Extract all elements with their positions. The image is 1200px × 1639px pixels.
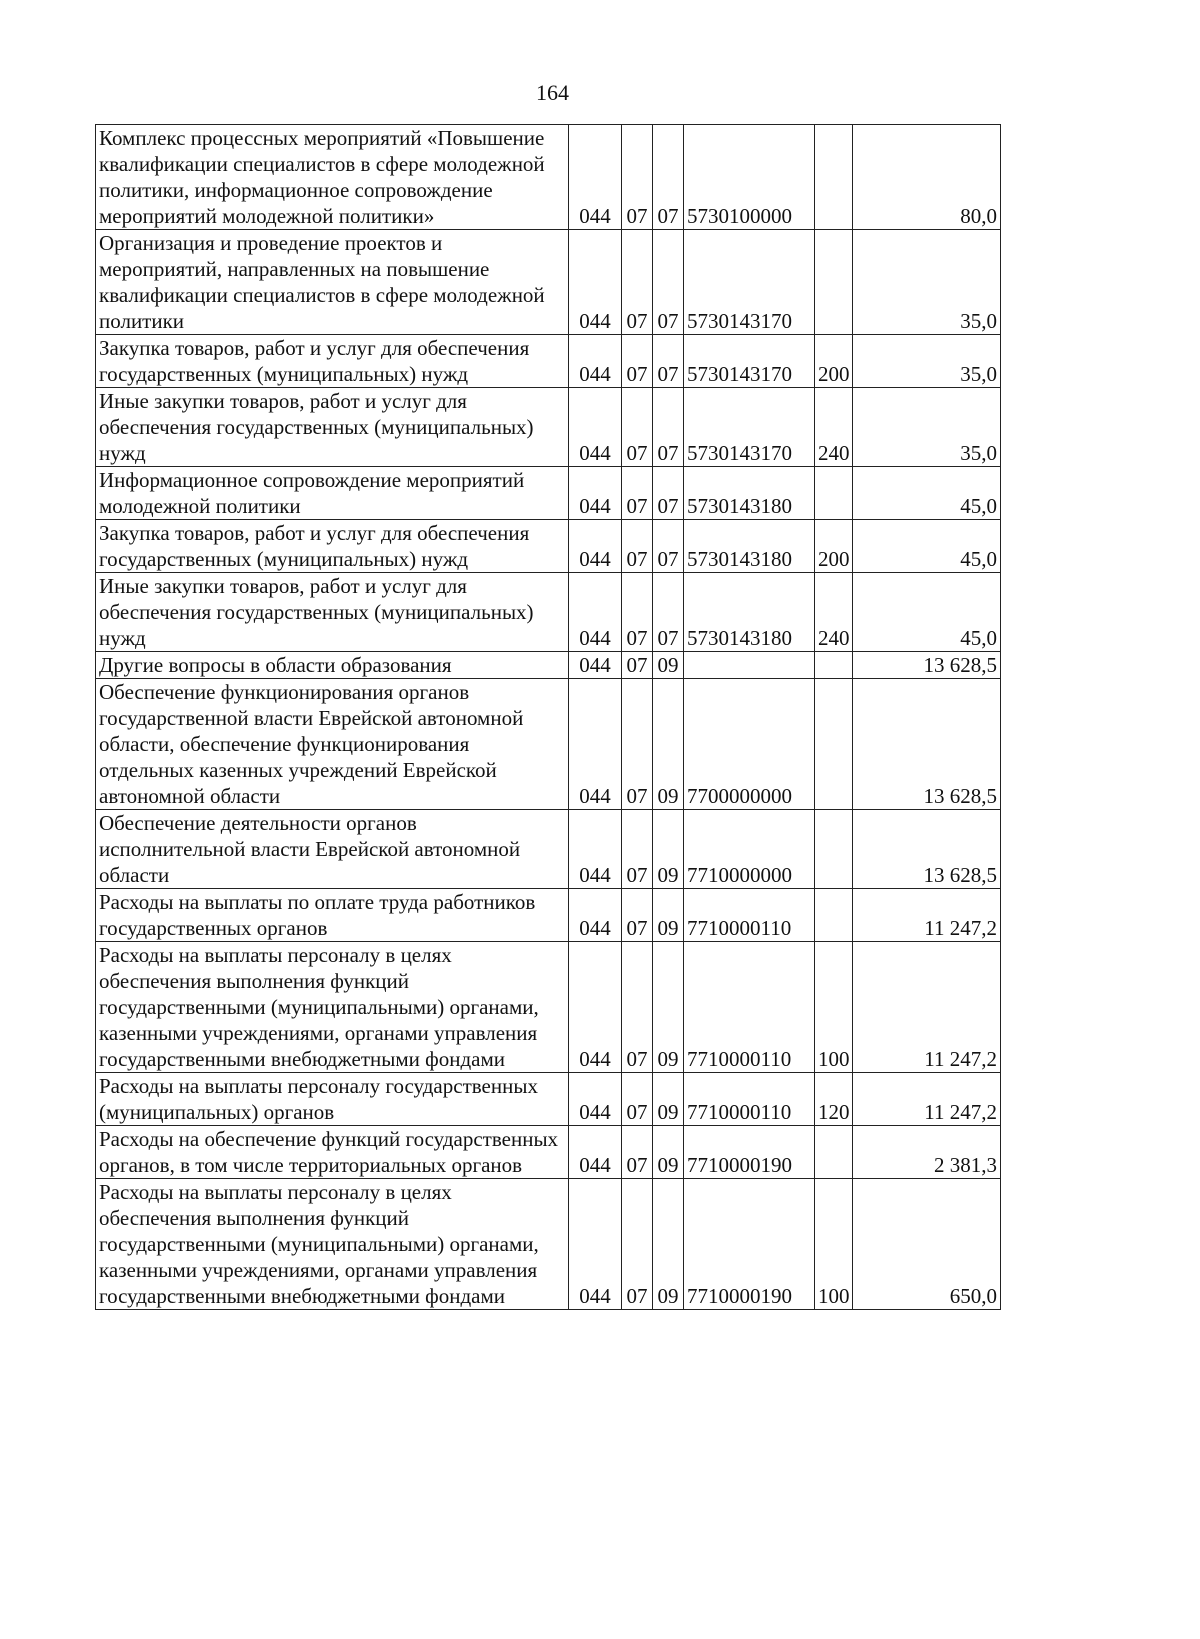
row-ved-code: 044 (569, 230, 622, 335)
row-name: Информационное сопровождение мероприятий молодежной политики (96, 467, 569, 520)
row-name: Иные закупки товаров, работ и услуг для обеспечения государственных (муниципальных) нужд (96, 388, 569, 467)
row-section-code: 07 (622, 889, 653, 942)
row-ved-code: 044 (569, 810, 622, 889)
row-name: Обеспечение функционирования органов государственной власти Еврейской автономной области, обеспечение функционирования отдельных казенных учреждений Еврейской автономной области (96, 679, 569, 810)
row-target-article: 5730143180 (684, 467, 815, 520)
row-expense-type (815, 889, 853, 942)
row-target-article: 7710000110 (684, 889, 815, 942)
row-section-code: 07 (622, 388, 653, 467)
table-row (96, 810, 1001, 889)
row-section-code: 07 (622, 467, 653, 520)
row-sum: 45,0 (853, 520, 1001, 573)
table-row (96, 1179, 1001, 1310)
row-section-code: 07 (622, 573, 653, 652)
row-subsection-code: 09 (653, 1126, 684, 1179)
row-target-article: 7710000190 (684, 1179, 815, 1310)
row-subsection-code: 07 (653, 573, 684, 652)
row-ved-code: 044 (569, 1126, 622, 1179)
row-section-code: 07 (622, 1073, 653, 1126)
table-row (96, 335, 1001, 388)
row-name: Другие вопросы в области образования (96, 652, 569, 679)
row-sum: 11 247,2 (853, 942, 1001, 1073)
row-target-article: 7710000110 (684, 942, 815, 1073)
row-name: Комплекс процессных мероприятий «Повышение квалификации специалистов в сфере молодежной политики, информационное сопровождение мероприятий молодежной политики» (96, 125, 569, 230)
table-row (96, 652, 1001, 679)
row-expense-type (815, 1126, 853, 1179)
row-name: Иные закупки товаров, работ и услуг для обеспечения государственных (муниципальных) нужд (96, 573, 569, 652)
row-name: Расходы на выплаты персоналу в целях обеспечения выполнения функций государственными (муниципальными) органами, казенными учреждениями, органами управления государственными внебюджетными фондами (96, 942, 569, 1073)
row-target-article: 7710000110 (684, 1073, 815, 1126)
row-name: Обеспечение деятельности органов исполнительной власти Еврейской автономной области (96, 810, 569, 889)
row-subsection-code: 07 (653, 520, 684, 573)
row-name: Расходы на выплаты персоналу в целях обеспечения выполнения функций государственными (муниципальными) органами, казенными учреждениями, органами управления государственными внебюджетными фондами (96, 1179, 569, 1310)
row-ved-code: 044 (569, 125, 622, 230)
row-expense-type: 120 (815, 1073, 853, 1126)
row-target-article: 7710000000 (684, 810, 815, 889)
row-section-code: 07 (622, 942, 653, 1073)
row-section-code: 07 (622, 230, 653, 335)
row-expense-type (815, 467, 853, 520)
row-subsection-code: 07 (653, 230, 684, 335)
row-expense-type: 240 (815, 388, 853, 467)
row-sum: 80,0 (853, 125, 1001, 230)
row-expense-type: 240 (815, 573, 853, 652)
row-expense-type (815, 125, 853, 230)
row-expense-type (815, 230, 853, 335)
row-sum: 35,0 (853, 230, 1001, 335)
row-expense-type (815, 679, 853, 810)
row-subsection-code: 07 (653, 125, 684, 230)
row-ved-code: 044 (569, 520, 622, 573)
row-expense-type: 100 (815, 942, 853, 1073)
row-target-article: 5730143170 (684, 388, 815, 467)
row-subsection-code: 09 (653, 810, 684, 889)
row-section-code: 07 (622, 335, 653, 388)
table-row (96, 230, 1001, 335)
row-name: Закупка товаров, работ и услуг для обеспечения государственных (муниципальных) нужд (96, 520, 569, 573)
table-row (96, 388, 1001, 467)
row-sum: 650,0 (853, 1179, 1001, 1310)
row-subsection-code: 09 (653, 889, 684, 942)
row-ved-code: 044 (569, 652, 622, 679)
table-row (96, 889, 1001, 942)
row-section-code: 07 (622, 679, 653, 810)
row-target-article: 5730100000 (684, 125, 815, 230)
row-sum: 2 381,3 (853, 1126, 1001, 1179)
table-row (96, 125, 1001, 230)
row-name: Организация и проведение проектов и мероприятий, направленных на повышение квалификации специалистов в сфере молодежной политики (96, 230, 569, 335)
row-ved-code: 044 (569, 1073, 622, 1126)
row-subsection-code: 09 (653, 679, 684, 810)
row-sum: 13 628,5 (853, 810, 1001, 889)
row-ved-code: 044 (569, 679, 622, 810)
row-sum: 13 628,5 (853, 679, 1001, 810)
row-name: Расходы на выплаты по оплате труда работников государственных органов (96, 889, 569, 942)
table-body (96, 125, 1001, 1310)
row-sum: 13 628,5 (853, 652, 1001, 679)
row-target-article: 5730143170 (684, 230, 815, 335)
row-name: Расходы на обеспечение функций государственных органов, в том числе территориальных органов (96, 1126, 569, 1179)
budget-table (95, 124, 1001, 1310)
row-ved-code: 044 (569, 388, 622, 467)
row-target-article: 7700000000 (684, 679, 815, 810)
row-sum: 45,0 (853, 467, 1001, 520)
row-subsection-code: 09 (653, 1073, 684, 1126)
row-sum: 35,0 (853, 335, 1001, 388)
row-section-code: 07 (622, 1179, 653, 1310)
page-number: 164 (536, 80, 569, 105)
row-ved-code: 044 (569, 335, 622, 388)
row-ved-code: 044 (569, 467, 622, 520)
row-sum: 11 247,2 (853, 889, 1001, 942)
row-section-code: 07 (622, 125, 653, 230)
row-subsection-code: 09 (653, 942, 684, 1073)
row-sum: 45,0 (853, 573, 1001, 652)
row-target-article (684, 652, 815, 679)
table-row (96, 467, 1001, 520)
row-section-code: 07 (622, 810, 653, 889)
row-expense-type: 200 (815, 520, 853, 573)
row-target-article: 5730143170 (684, 335, 815, 388)
row-name: Закупка товаров, работ и услуг для обеспечения государственных (муниципальных) нужд (96, 335, 569, 388)
row-subsection-code: 07 (653, 467, 684, 520)
row-expense-type: 100 (815, 1179, 853, 1310)
row-sum: 35,0 (853, 388, 1001, 467)
row-target-article: 7710000190 (684, 1126, 815, 1179)
row-sum: 11 247,2 (853, 1073, 1001, 1126)
row-name: Расходы на выплаты персоналу государственных (муниципальных) органов (96, 1073, 569, 1126)
table-row (96, 520, 1001, 573)
table-row (96, 1073, 1001, 1126)
row-ved-code: 044 (569, 889, 622, 942)
row-target-article: 5730143180 (684, 573, 815, 652)
table-row (96, 942, 1001, 1073)
table-row (96, 679, 1001, 810)
table-row (96, 573, 1001, 652)
row-subsection-code: 09 (653, 1179, 684, 1310)
row-expense-type (815, 652, 853, 679)
table-row (96, 1126, 1001, 1179)
row-subsection-code: 07 (653, 388, 684, 467)
row-subsection-code: 07 (653, 335, 684, 388)
row-section-code: 07 (622, 520, 653, 573)
row-section-code: 07 (622, 652, 653, 679)
row-subsection-code: 09 (653, 652, 684, 679)
row-section-code: 07 (622, 1126, 653, 1179)
row-ved-code: 044 (569, 942, 622, 1073)
row-ved-code: 044 (569, 573, 622, 652)
row-target-article: 5730143180 (684, 520, 815, 573)
row-expense-type (815, 810, 853, 889)
row-ved-code: 044 (569, 1179, 622, 1310)
row-expense-type: 200 (815, 335, 853, 388)
